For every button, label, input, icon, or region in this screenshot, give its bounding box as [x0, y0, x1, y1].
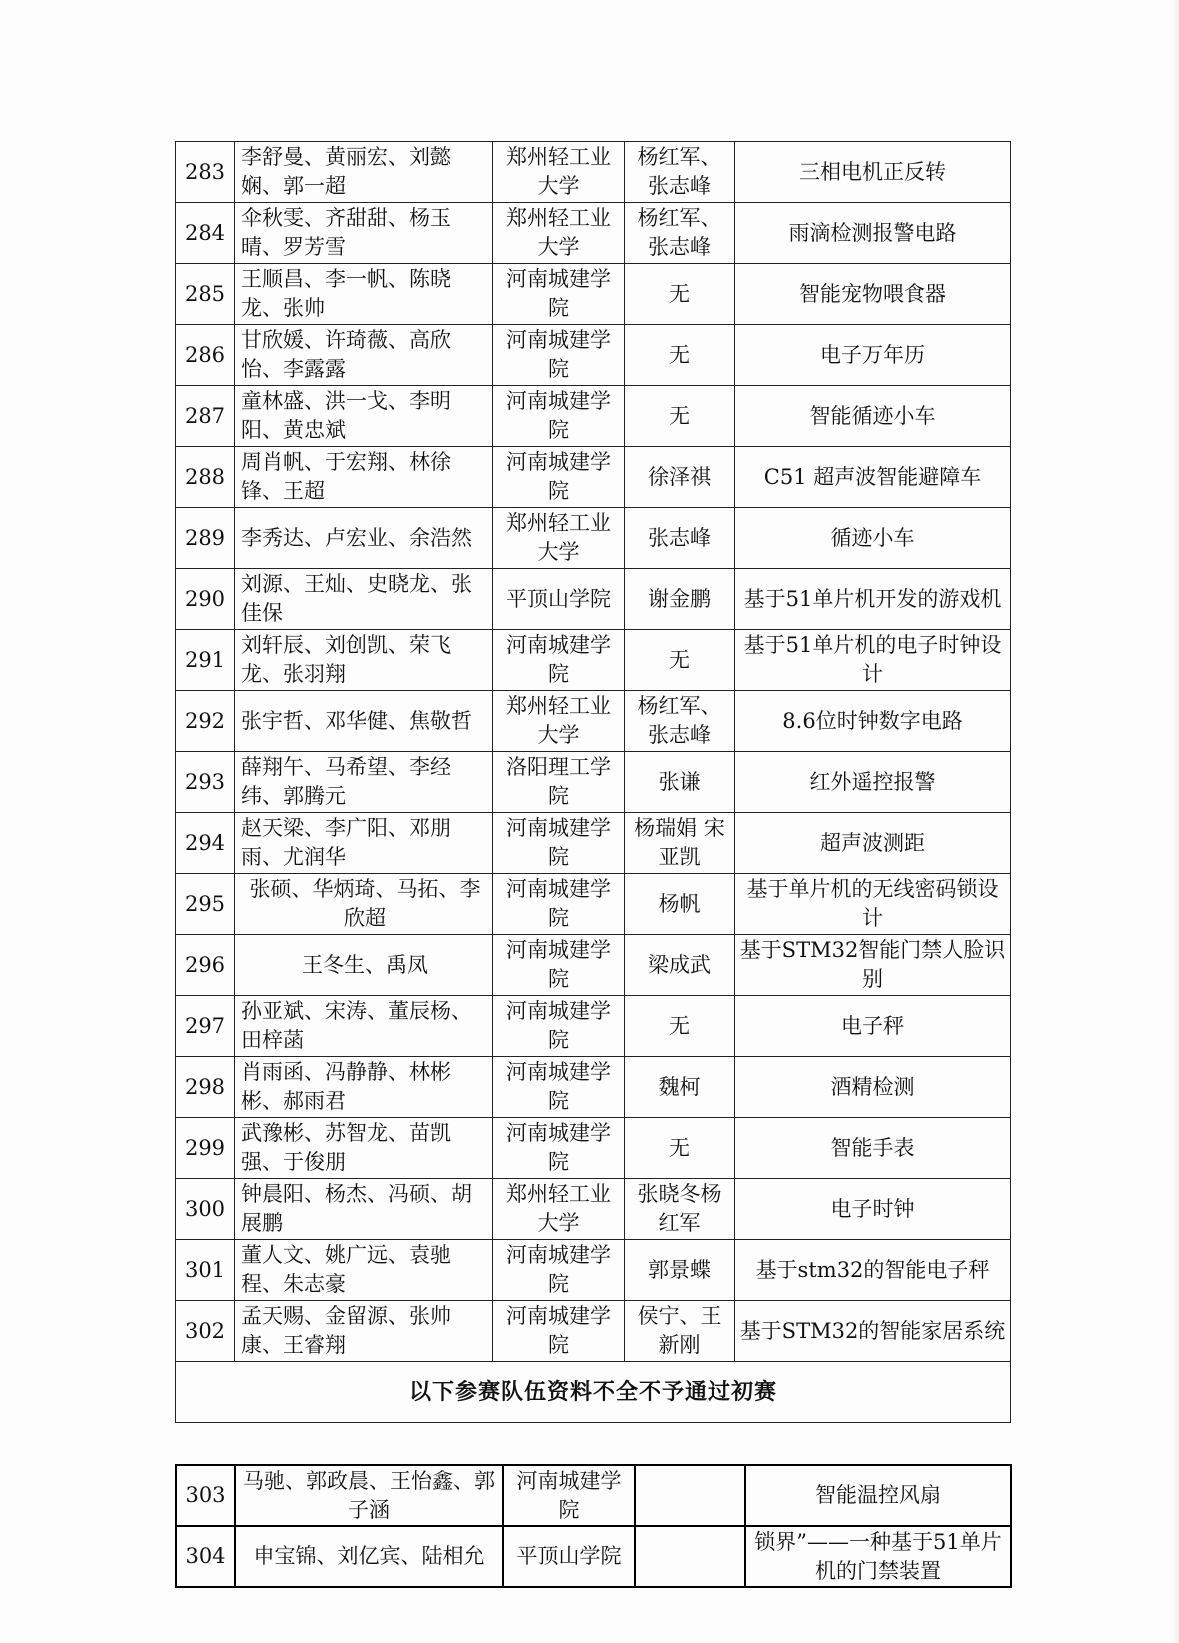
- table-row: [176, 1240, 1011, 1301]
- team-members: 赵天梁、李广阳、邓朋雨、尤润华: [235, 813, 493, 874]
- team-members: 李秀达、卢宏业、余浩然: [235, 508, 493, 569]
- team-members: 孙亚斌、宋涛、董辰杨、田梓菡: [235, 996, 493, 1057]
- advisor-name: 无: [625, 630, 735, 691]
- team-members: 申宝锦、刘亿宾、陆相允: [235, 1526, 503, 1587]
- team-number: 302: [176, 1301, 235, 1362]
- project-title: 酒精检测: [735, 1057, 1011, 1118]
- team-members: 张宇哲、邓华健、焦敬哲: [235, 691, 493, 752]
- team-members: 董人文、姚广远、袁驰程、朱志豪: [235, 1240, 493, 1301]
- team-number: 285: [176, 264, 235, 325]
- team-members: 王顺昌、李一帆、陈晓龙、张帅: [235, 264, 493, 325]
- team-number: 298: [176, 1057, 235, 1118]
- team-members: 刘轩辰、刘创凯、荣飞龙、张羽翔: [235, 630, 493, 691]
- team-number: 300: [176, 1179, 235, 1240]
- advisor-name: 杨瑞娟 宋亚凯: [625, 813, 735, 874]
- team-number: 304: [176, 1526, 235, 1587]
- school-name: 郑州轻工业大学: [493, 691, 625, 752]
- advisor-name: 无: [625, 996, 735, 1057]
- school-name: 河南城建学院: [493, 1240, 625, 1301]
- school-name: 郑州轻工业大学: [493, 1179, 625, 1240]
- project-title: 基于STM32智能门禁人脸识别: [735, 935, 1011, 996]
- team-members: 张硕、华炳琦、马拓、李欣超: [235, 874, 493, 935]
- project-title: 智能宠物喂食器: [735, 264, 1011, 325]
- table-row: [176, 935, 1011, 996]
- school-name: 河南城建学院: [493, 1118, 625, 1179]
- advisor-name: 杨红军、张志峰: [625, 142, 735, 203]
- advisor-name: [635, 1465, 745, 1526]
- project-title: 基于STM32的智能家居系统: [735, 1301, 1011, 1362]
- table-row: [176, 1526, 1011, 1587]
- table-row: [176, 1301, 1011, 1362]
- school-name: 河南城建学院: [493, 447, 625, 508]
- team-number: 301: [176, 1240, 235, 1301]
- table-row: [176, 1118, 1011, 1179]
- project-title: 三相电机正反转: [735, 142, 1011, 203]
- table-row: [176, 325, 1011, 386]
- team-members: 伞秋雯、齐甜甜、杨玉晴、罗芳雪: [235, 203, 493, 264]
- project-title: 锁界”——一种基于51单片机的门禁装置: [745, 1526, 1011, 1587]
- school-name: 河南城建学院: [493, 874, 625, 935]
- team-number: 293: [176, 752, 235, 813]
- page-edge: [1173, 0, 1179, 1643]
- table-row: [176, 569, 1011, 630]
- team-number: 303: [176, 1465, 235, 1526]
- team-members: 钟晨阳、杨杰、冯硕、胡展鹏: [235, 1179, 493, 1240]
- advisor-name: 无: [625, 264, 735, 325]
- table-row: [176, 874, 1011, 935]
- school-name: 河南城建学院: [503, 1465, 635, 1526]
- project-title: 基于51单片机开发的游戏机: [735, 569, 1011, 630]
- team-number: 292: [176, 691, 235, 752]
- advisor-name: 谢金鹏: [625, 569, 735, 630]
- advisor-name: 梁成武: [625, 935, 735, 996]
- table-row: [176, 996, 1011, 1057]
- project-title: 电子秤: [735, 996, 1011, 1057]
- school-name: 河南城建学院: [493, 1301, 625, 1362]
- project-title: 雨滴检测报警电路: [735, 203, 1011, 264]
- table-row: [176, 386, 1011, 447]
- advisor-name: 徐泽祺: [625, 447, 735, 508]
- team-members: 肖雨函、冯静静、林彬彬、郝雨君: [235, 1057, 493, 1118]
- school-name: 河南城建学院: [493, 996, 625, 1057]
- advisor-name: 杨帆: [625, 874, 735, 935]
- rejected-teams-table: [175, 1464, 1012, 1588]
- advisor-name: 张谦: [625, 752, 735, 813]
- advisor-name: 无: [625, 386, 735, 447]
- school-name: 郑州轻工业大学: [493, 142, 625, 203]
- project-title: 基于stm32的智能电子秤: [735, 1240, 1011, 1301]
- table-body: [176, 142, 1011, 1423]
- school-name: 河南城建学院: [493, 264, 625, 325]
- project-title: 电子万年历: [735, 325, 1011, 386]
- team-members: 周肖帆、于宏翔、林徐锋、王超: [235, 447, 493, 508]
- table-row: [176, 630, 1011, 691]
- team-members: 王冬生、禹凤: [235, 935, 493, 996]
- advisor-name: 无: [625, 1118, 735, 1179]
- project-title: 智能手表: [735, 1118, 1011, 1179]
- team-number: 291: [176, 630, 235, 691]
- rejected-table-body: [176, 1465, 1011, 1587]
- table-row: [176, 752, 1011, 813]
- team-number: 295: [176, 874, 235, 935]
- school-name: 河南城建学院: [493, 1057, 625, 1118]
- team-number: 288: [176, 447, 235, 508]
- project-title: 电子时钟: [735, 1179, 1011, 1240]
- school-name: 平顶山学院: [503, 1526, 635, 1587]
- school-name: 河南城建学院: [493, 386, 625, 447]
- competition-table: [175, 141, 1011, 1423]
- team-members: 马驰、郭政晨、王怡鑫、郭子涵: [235, 1465, 503, 1526]
- advisor-name: 杨红军、张志峰: [625, 203, 735, 264]
- advisor-name: 张志峰: [625, 508, 735, 569]
- advisor-name: 张晓冬杨红军: [625, 1179, 735, 1240]
- table-row: [176, 813, 1011, 874]
- school-name: 平顶山学院: [493, 569, 625, 630]
- project-title: C51 超声波智能避障车: [735, 447, 1011, 508]
- team-members: 甘欣媛、许琦薇、高欣怡、李露露: [235, 325, 493, 386]
- team-members: 童林盛、洪一戈、李明阳、黄忠斌: [235, 386, 493, 447]
- team-number: 289: [176, 508, 235, 569]
- team-number: 283: [176, 142, 235, 203]
- team-number: 297: [176, 996, 235, 1057]
- table-row: [176, 1179, 1011, 1240]
- team-members: 薛翔午、马希望、李经纬、郭腾元: [235, 752, 493, 813]
- project-title: 智能循迹小车: [735, 386, 1011, 447]
- project-title: 超声波测距: [735, 813, 1011, 874]
- project-title: 智能温控风扇: [745, 1465, 1011, 1526]
- school-name: 洛阳理工学院: [493, 752, 625, 813]
- team-members: 孟天赐、金留源、张帅康、王睿翔: [235, 1301, 493, 1362]
- table-row: [176, 203, 1011, 264]
- rejection-notice: 以下参赛队伍资料不全不予通过初赛: [176, 1362, 1011, 1423]
- school-name: 郑州轻工业大学: [493, 203, 625, 264]
- school-name: 郑州轻工业大学: [493, 508, 625, 569]
- advisor-name: [635, 1526, 745, 1587]
- school-name: 河南城建学院: [493, 630, 625, 691]
- advisor-name: 郭景蝶: [625, 1240, 735, 1301]
- table-row: [176, 447, 1011, 508]
- project-title: 8.6位时钟数字电路: [735, 691, 1011, 752]
- table-row: [176, 508, 1011, 569]
- table-row: [176, 1465, 1011, 1526]
- team-number: 287: [176, 386, 235, 447]
- project-title: 基于51单片机的电子时钟设计: [735, 630, 1011, 691]
- table-row: [176, 1057, 1011, 1118]
- team-members: 刘源、王灿、史晓龙、张佳保: [235, 569, 493, 630]
- school-name: 河南城建学院: [493, 813, 625, 874]
- team-members: 武豫彬、苏智龙、苗凯强、于俊朋: [235, 1118, 493, 1179]
- project-title: 循迹小车: [735, 508, 1011, 569]
- team-members: 李舒曼、黄丽宏、刘懿娴、郭一超: [235, 142, 493, 203]
- project-title: 基于单片机的无线密码锁设计: [735, 874, 1011, 935]
- project-title: 红外遥控报警: [735, 752, 1011, 813]
- team-number: 284: [176, 203, 235, 264]
- team-number: 296: [176, 935, 235, 996]
- table-row: [176, 691, 1011, 752]
- advisor-name: 侯宁、王新刚: [625, 1301, 735, 1362]
- table-row: [176, 264, 1011, 325]
- advisor-name: 无: [625, 325, 735, 386]
- advisor-name: 魏柯: [625, 1057, 735, 1118]
- school-name: 河南城建学院: [493, 935, 625, 996]
- notice-row: [176, 1362, 1011, 1423]
- table-row: [176, 142, 1011, 203]
- team-number: 294: [176, 813, 235, 874]
- school-name: 河南城建学院: [493, 325, 625, 386]
- team-number: 299: [176, 1118, 235, 1179]
- advisor-name: 杨红军、张志峰: [625, 691, 735, 752]
- team-number: 290: [176, 569, 235, 630]
- team-number: 286: [176, 325, 235, 386]
